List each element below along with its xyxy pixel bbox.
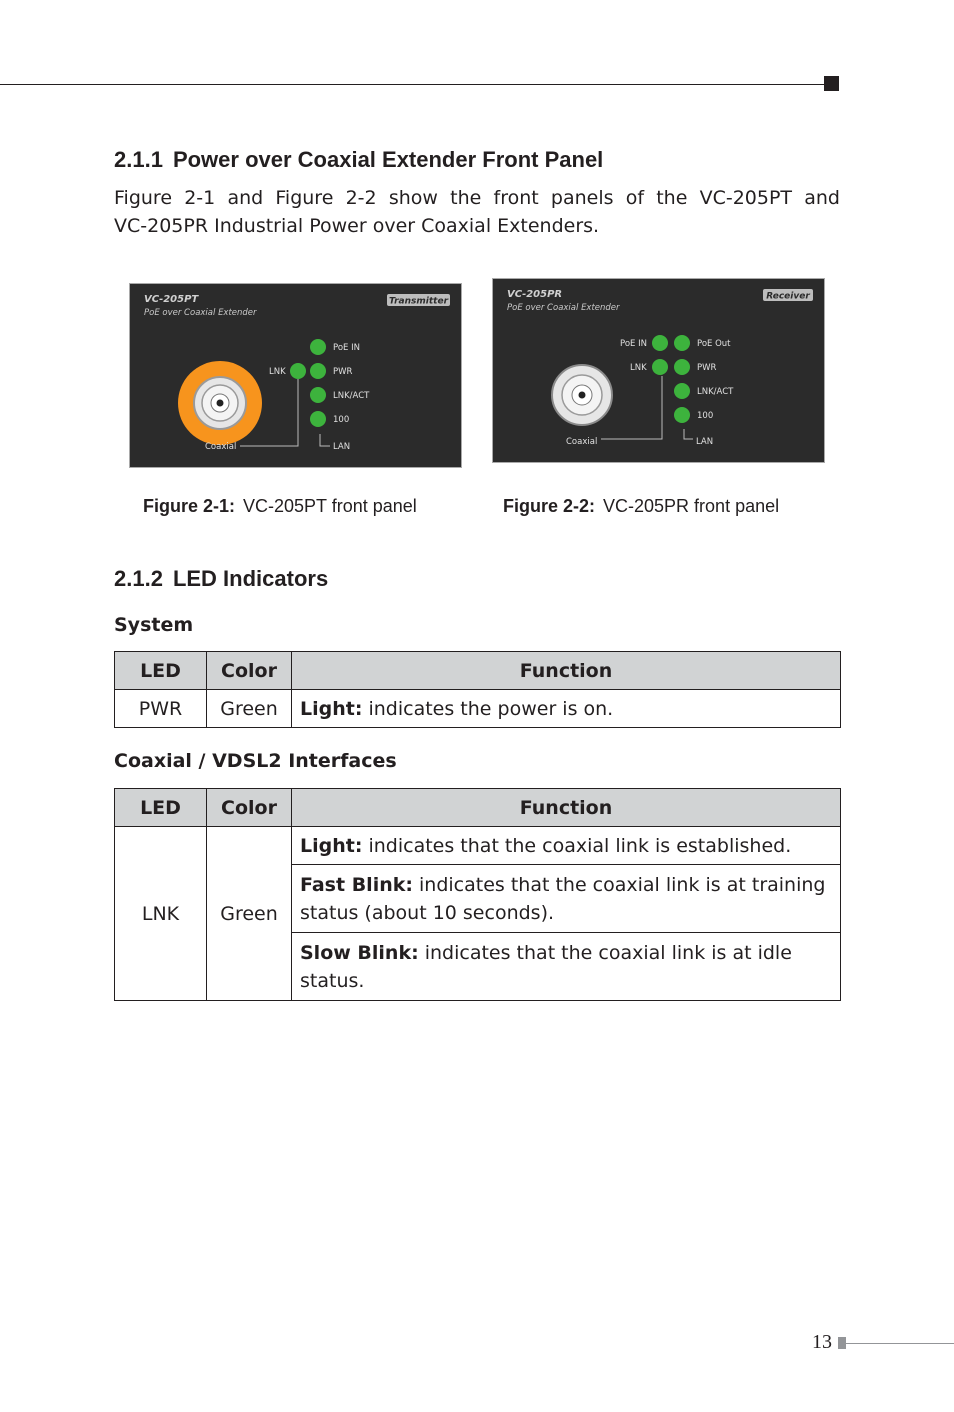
led-lnk-act <box>310 387 326 403</box>
svg-text:PoE IN: PoE IN <box>620 339 647 349</box>
led-poe-out <box>674 335 690 351</box>
svg-text:LAN: LAN <box>696 437 714 447</box>
led-lnk <box>652 359 668 375</box>
cell-color: Green <box>207 690 292 728</box>
cell-function-fast-blink: Fast Blink: indicates that the coaxial link is at training status (about 10 seconds). <box>292 865 841 933</box>
system-label: System <box>114 614 194 636</box>
led-lnk <box>290 363 306 379</box>
svg-text:100: 100 <box>333 415 350 425</box>
intro-paragraph: Figure 2-1 and Figure 2-2 show the front panels of the VC-205PT and VC-205PR Industrial Power over Coaxial Extenders. <box>114 187 840 237</box>
led-lnk-act <box>674 383 690 399</box>
footer-rule <box>846 1343 954 1344</box>
led-100 <box>674 407 690 423</box>
coax-label: Coaxial / VDSL2 Interfaces <box>114 750 397 772</box>
svg-text:100: 100 <box>697 411 714 421</box>
led-100 <box>310 411 326 427</box>
svg-text:PWR: PWR <box>697 363 717 373</box>
led-poe-in <box>310 339 326 355</box>
panel-model: VC-205PR <box>507 289 563 300</box>
cell-function-light: Light: indicates that the coaxial link is established. <box>292 827 841 865</box>
svg-text:LNK: LNK <box>630 363 647 373</box>
header-square <box>824 76 839 91</box>
cell-led: PWR <box>115 690 207 728</box>
svg-text:PoE IN: PoE IN <box>333 343 360 353</box>
panel-badge-text: Receiver <box>766 291 810 302</box>
table-row <box>115 827 841 865</box>
header-rule <box>0 84 826 85</box>
header-color: Color <box>207 789 292 827</box>
header-function: Function <box>292 652 841 690</box>
cell-function: Light: indicates the power is on. <box>292 690 841 728</box>
panel-model: VC-205PT <box>144 294 199 305</box>
footer-square <box>838 1337 846 1349</box>
led-pwr <box>310 363 326 379</box>
svg-text:PoE Out: PoE Out <box>697 339 731 349</box>
table-row <box>115 690 841 728</box>
figure-2-1-caption: Figure 2-1: VC-205PT front panel <box>143 496 417 516</box>
figure-vc205pt-panel <box>129 283 462 468</box>
figure-vc205pr-panel <box>492 278 825 463</box>
svg-text:Coaxial: Coaxial <box>566 437 598 447</box>
panel-subtitle: PoE over Coaxial Extender <box>144 308 257 318</box>
system-led-table <box>114 651 841 728</box>
coax-led-table <box>114 788 841 1001</box>
panel-subtitle: PoE over Coaxial Extender <box>507 303 620 313</box>
section-heading-front-panel: 2.1.1 Power over Coaxial Extender Front Panel <box>114 147 604 172</box>
header-function: Function <box>292 789 841 827</box>
cell-color: Green <box>207 827 292 1001</box>
cell-function-slow-blink: Slow Blink: indicates that the coaxial link is at idle status. <box>292 933 841 1001</box>
header-color: Color <box>207 652 292 690</box>
svg-text:PWR: PWR <box>333 367 353 377</box>
header-led: LED <box>115 789 207 827</box>
svg-text:LNK/ACT: LNK/ACT <box>333 391 370 401</box>
led-pwr <box>674 359 690 375</box>
panel-badge-text: Transmitter <box>388 296 449 307</box>
page-number: 13 <box>812 1331 832 1353</box>
svg-text:LNK: LNK <box>269 367 286 377</box>
section-heading-led-indicators: 2.1.2 LED Indicators <box>114 566 329 591</box>
cell-led: LNK <box>115 827 207 1001</box>
led-poe-in <box>652 335 668 351</box>
svg-text:LAN: LAN <box>333 442 351 452</box>
svg-text:Coaxial: Coaxial <box>205 442 237 452</box>
svg-text:LNK/ACT: LNK/ACT <box>697 387 734 397</box>
header-led: LED <box>115 652 207 690</box>
figure-2-2-caption: Figure 2-2: VC-205PR front panel <box>503 496 780 516</box>
